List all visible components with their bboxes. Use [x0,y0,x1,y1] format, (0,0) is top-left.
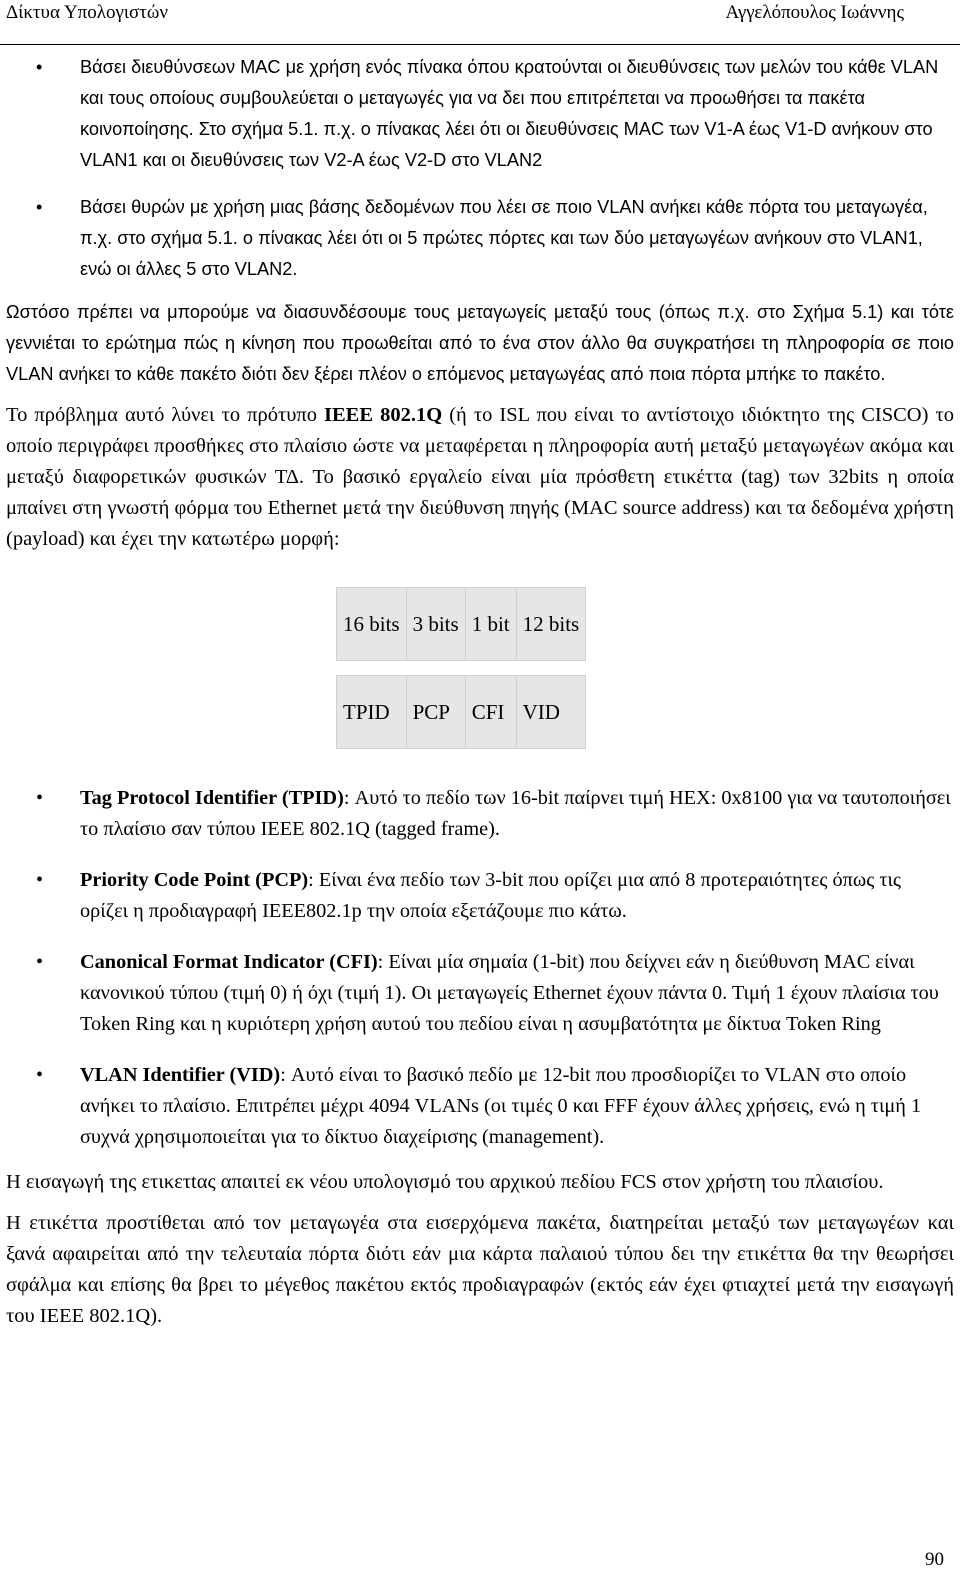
tag-size-cell: 1 bit [465,588,516,661]
list-item-pcp [6,865,954,927]
field-name-end: ) [370,951,378,973]
standard-name: IEEE 802.1Q [324,404,443,426]
list-item-tpid [6,783,954,845]
paragraph-fcs: Η εισαγωγή της ετικετtας απαιτεί εκ νέου υπολογισμό του αρχικού πεδίου FCS στον χρήστη του πλαισίου. [6,1171,884,1193]
tag-size-cell: 12 bits [516,588,586,661]
list-item-mac: • Βάσει διευθύνσεων MAC με χρήση ενός πίνακα όπου κρατούνται οι διευθύνσεις των μελών του κάθε VLAN και τους οποίους συμβουλεύεται ο μεταγωγές για να δει που επιτρέπεται να προωθήσει τα πακέτα κοινοποίησης. Στο σχήμα 5.1. π.χ. ο πίνακας λέει ότι οι διευθύνσεις MAC των V1-A έως V1-D ανήκουν στο VLAN1 και οι διευθύνσεις των V2-A έως V2-D στο VLAN2 [6,52,954,176]
text-span: (ή το ISL που είναι το αντίστοιχο ιδιόκτητο της CISCO) το οποίο περιγράφει προσθήκες στο πλαίσιο ώστε να μεταφέρεται η πληροφορία αυτή μεταξύ μεταγωγέων ακόμα και μεταξύ διαφορετικών φυσικών ΤΔ. Το βασικό εργαλείο είναι μία πρόσθετη ετικέττα (tag) των 32bits η οποία μπαίνει στη γνωστή φόρμα του Ethernet μετά την διεύθυνση πηγής (MAC source address) και τα δεδομένα χρήστη (payload) και έχει την κατωτέρω μορφή: [6,404,954,550]
paragraph-ieee-8021q [6,400,954,555]
field-name-end: ) [337,787,344,809]
table-gap [337,661,586,676]
vlan-membership-list [6,52,954,285]
paragraph-tag-handling: Η ετικέττα προστίθεται από τον μεταγωγέα στα εισερχόμενα πακέτα, διατηρείται μεταξύ των μεταγωγέων και ξανά αφαιρείται από την τελευταία πόρτα διότι εάν μια κάρτα παλαιού τύπου δει την ετικέττα θα την θεωρήσει σφάλμα και επίσης θα βρει το μέγεθος πακέτου εκτός προδιαγραφών (εκτός εάν έχει φτιαχτεί μετά την εισαγωγή του IEEE 802.1Q). [6,1212,954,1327]
field-name: Canonical Format Indicator ( [80,951,336,973]
vlan-tag-table [336,587,586,749]
field-name-end: ) [301,869,309,891]
field-abbrev: CFI [335,951,371,973]
page-number: 90 [925,1549,944,1570]
header-left-title: Δίκτυα Υπολογιστών [6,2,168,23]
tag-fields-row [337,676,586,749]
tag-field-cell: TPID [337,676,407,749]
tag-field-cell: VID [516,676,586,749]
field-description: : Αυτό είναι το βασικό πεδίο με 12-bit που προσδιορίζει το VLAN στο οποίο ανήκει το πλαίσιο. Επιτρέπει μέχρι 4094 VLANs (οι τιμές 0 και FFF έχουν άλλες χρήσεις, ενώ η τιμή 1 συχνά χρησιμοποιείται για το δίκτυο διαχείρισης (management). [80,1064,922,1148]
field-description: : Αυτό το πεδίο των 16-bit παίρνει τιμή HEX: 0x8100 για να ταυτοποιήσει το πλαίσιο σαν τύπου IEEE 802.1Q (tagged frame). [80,787,951,840]
paragraph-interconnect: Ωστόσο πρέπει να μπορούμε να διασυνδέσουμε τους μεταγωγείς μεταξύ τους (όπως π.χ. στο Σχήμα 5.1) και τότε γεννιέται το ερώτημα πώς η κίνηση που προωθείται από το ένα στον άλλο θα συγκρατήσει τη πληροφορία σε ποιο VLAN ανήκει το κάθε πακέτο διότι δεν ξέρει πλέον ο επόμενος μεταγωγέας από ποια πόρτα μπήκε το πακέτο. [6,302,954,384]
field-name: Priority Code Point ( [80,869,262,891]
field-name: Tag Protocol Identifier ( [80,787,289,809]
tag-sizes-row [337,588,586,661]
tag-size-cell: 3 bits [406,588,465,661]
text-span: Το πρόβλημα αυτό λύνει το πρότυπο [6,404,325,426]
field-abbrev: PCP [261,869,302,891]
page-content [6,52,954,1342]
tag-field-cell: CFI [465,676,516,749]
field-name: VLAN Identifier ( [80,1064,237,1086]
field-abbrev: TPID [288,787,338,809]
field-abbrev: VID [236,1064,274,1086]
field-description: : Είναι ένα πεδίο των 3-bit που ορίζει μια από 8 προτεραιότητες όπως τις ορίζει η προδιαγραφή IEEE802.1p την οποία εξετάζουμε πιο κάτω. [80,869,901,922]
header-author: Αγγελόπουλος Ιωάννης [725,2,904,23]
list-item-vid [6,1060,954,1153]
tag-fields-list [6,783,954,1153]
page-header [0,0,960,45]
field-description: : Είναι μία σημαία (1-bit) που δείχνει εάν η διεύθυνση MAC είναι κανονικού τύπου (τιμή 0) ή όχι (τιμή 1). Οι μεταγωγείς Ethernet έχουν πάντα 0. Τιμή 1 έχουν πλαίσια του Token Ring και η κυριότερη χρήση αυτού του πεδίου είναι η ασυμβατότητα με δίκτυα Token Ring [80,951,939,1035]
tag-field-cell: PCP [406,676,465,749]
list-item-cfi [6,947,954,1040]
field-name-end: ) [273,1064,281,1086]
tag-size-cell: 16 bits [337,588,407,661]
list-item-ports: • Βάσει θυρών με χρήση μιας βάσης δεδομένων που λέει σε ποιο VLAN ανήκει κάθε πόρτα του μεταγωγέα, π.χ. στο σχήμα 5.1. ο πίνακας λέει ότι οι 5 πρώτες πόρτες και των δύο μεταγωγέων ανήκουν στο VLAN1, ενώ οι άλλες 5 στο VLAN2. [6,192,954,285]
